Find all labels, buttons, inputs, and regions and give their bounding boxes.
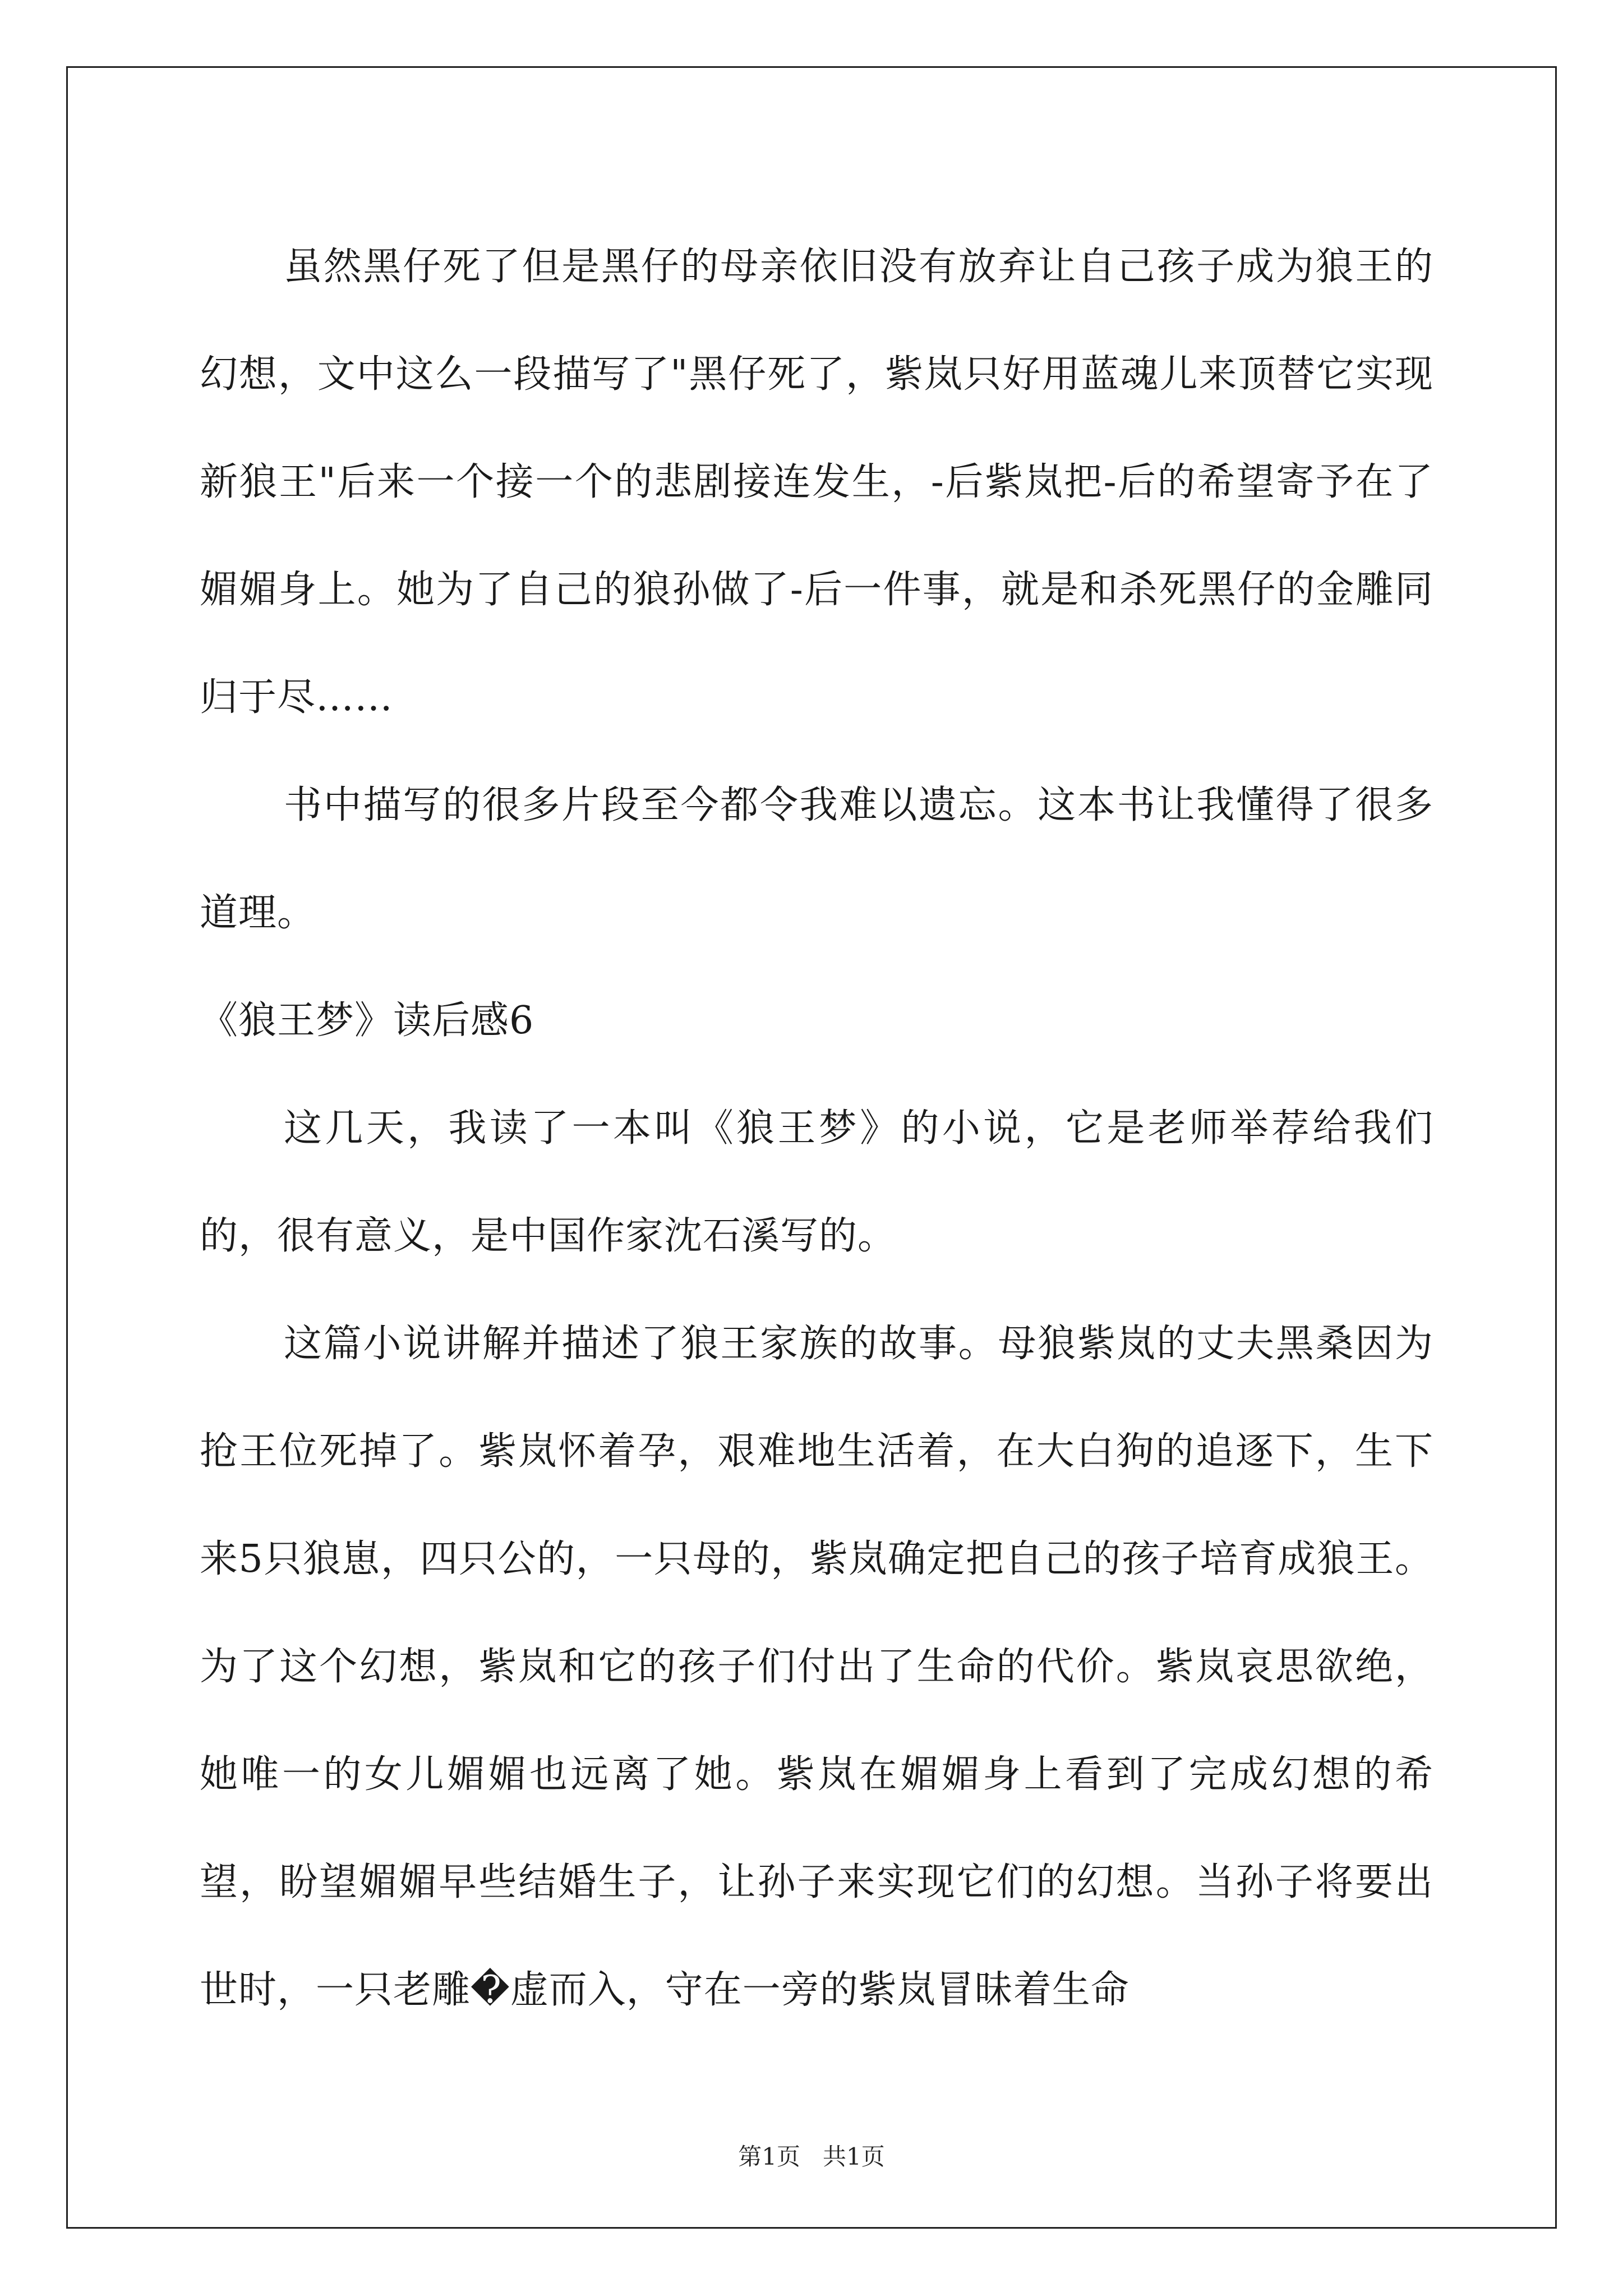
paragraph-1: 虽然黑仔死了但是黑仔的母亲依旧没有放弃让自己孩子成为狼王的幻想，文中这么一段描写了"黑仔死了，紫岚只好用蓝魂儿来顶替它实现新狼王"后来一个接一个的悲剧接连发生，-后紫岚把-后的希望寄予在了媚媚身上。她为了自己的狼孙做了-后一件事，就是和杀死黑仔的金雕同归于尽…… bbox=[200, 245, 1433, 720]
paragraph-4: 这篇小说讲解并描述了狼王家族的故事。母狼紫岚的丈夫黑桑因为抢王位死掉了。紫岚怀着孕，艰难地生活着，在大白狗的追逐下，生下来5只狼崽，四只公的，一只母的，紫岚确定把自己的孩子培育成狼王。为了这个幻想，紫岚和它的孩子们付出了生命的代价。紫岚哀思欲绝，她唯一的女儿媚媚也远离了她。紫岚在媚媚身上看到了完成幻想的希望，盼望媚媚早些结婚生子，让孙子来实现它们的幻想。当孙子将要出世时，一只老雕�虚而入，守在一旁的紫岚冒昧着生命 bbox=[200, 1322, 1433, 2012]
section-heading: 《狼王梦》读后感6 bbox=[200, 999, 534, 1043]
page-footer: 第1页 共1页 bbox=[738, 2143, 885, 2170]
document-body bbox=[200, 213, 1433, 2044]
paragraph-3: 这几天，我读了一本叫《狼王梦》的小说，它是老师举荐给我们的，很有意义，是中国作家沈石溪写的。 bbox=[200, 1106, 1433, 1258]
paragraph-2: 书中描写的很多片段至今都令我难以遗忘。这本书让我懂得了很多道理。 bbox=[200, 783, 1433, 935]
